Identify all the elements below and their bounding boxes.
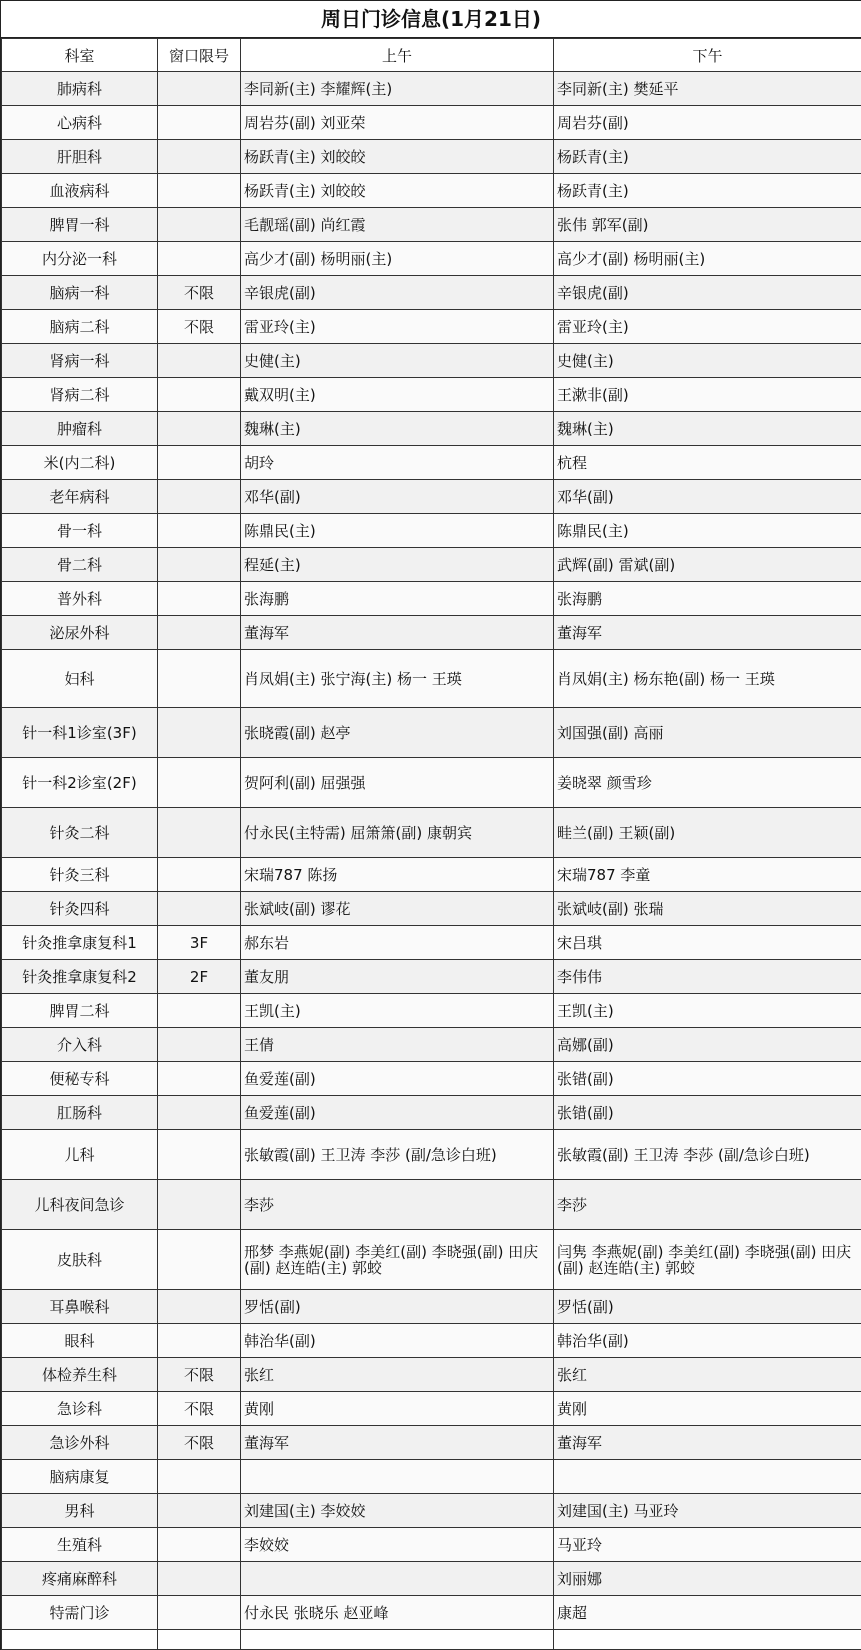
afternoon-cell: 李伟伟 bbox=[554, 960, 861, 994]
afternoon-cell: 辛银虎(副) bbox=[554, 276, 861, 310]
window-limit-cell bbox=[158, 582, 241, 616]
morning-cell: 董友朋 bbox=[241, 960, 554, 994]
window-limit-cell: 2F bbox=[158, 960, 241, 994]
dept-cell: 普外科 bbox=[2, 582, 158, 616]
dept-cell: 脑病二科 bbox=[2, 310, 158, 344]
table-row bbox=[2, 1528, 861, 1562]
header-morning: 上午 bbox=[241, 39, 554, 72]
table-row bbox=[2, 208, 861, 242]
dept-cell: 针灸三科 bbox=[2, 858, 158, 892]
morning-cell: 戴双明(主) bbox=[241, 378, 554, 412]
table-row bbox=[2, 994, 861, 1028]
window-limit-cell bbox=[158, 616, 241, 650]
table-row bbox=[2, 1460, 861, 1494]
table-row bbox=[2, 412, 861, 446]
morning-cell: 李同新(主) 李耀辉(主) bbox=[241, 72, 554, 106]
window-limit-cell: 不限 bbox=[158, 1426, 241, 1460]
window-limit-cell bbox=[158, 858, 241, 892]
empty-cell bbox=[158, 1630, 241, 1650]
dept-cell: 米(内二科) bbox=[2, 446, 158, 480]
afternoon-cell: 张斌岐(副) 张瑞 bbox=[554, 892, 861, 926]
table-row bbox=[2, 1096, 861, 1130]
empty-cell bbox=[554, 1630, 861, 1650]
morning-cell: 雷亚玲(主) bbox=[241, 310, 554, 344]
window-limit-cell: 不限 bbox=[158, 310, 241, 344]
table-row bbox=[2, 650, 861, 708]
afternoon-cell: 陈鼎民(主) bbox=[554, 514, 861, 548]
afternoon-cell: 张错(副) bbox=[554, 1096, 861, 1130]
afternoon-cell: 魏琳(主) bbox=[554, 412, 861, 446]
header-window-limit: 窗口限号 bbox=[158, 39, 241, 72]
morning-cell: 李莎 bbox=[241, 1180, 554, 1230]
afternoon-cell: 李同新(主) 樊延平 bbox=[554, 72, 861, 106]
morning-cell: 张红 bbox=[241, 1358, 554, 1392]
afternoon-cell: 武辉(副) 雷斌(副) bbox=[554, 548, 861, 582]
afternoon-cell: 韩治华(副) bbox=[554, 1324, 861, 1358]
dept-cell: 男科 bbox=[2, 1494, 158, 1528]
window-limit-cell bbox=[158, 480, 241, 514]
table-row bbox=[2, 1130, 861, 1180]
afternoon-cell: 张海鹏 bbox=[554, 582, 861, 616]
morning-cell: 董海军 bbox=[241, 1426, 554, 1460]
afternoon-cell: 康超 bbox=[554, 1596, 861, 1630]
dept-cell: 儿科 bbox=[2, 1130, 158, 1180]
dept-cell: 针灸二科 bbox=[2, 808, 158, 858]
dept-cell: 疼痛麻醉科 bbox=[2, 1562, 158, 1596]
window-limit-cell: 不限 bbox=[158, 1358, 241, 1392]
window-limit-cell bbox=[158, 650, 241, 708]
morning-cell: 刘建国(主) 李姣姣 bbox=[241, 1494, 554, 1528]
morning-cell: 辛银虎(副) bbox=[241, 276, 554, 310]
window-limit-cell bbox=[158, 708, 241, 758]
table-row bbox=[2, 514, 861, 548]
dept-cell: 针灸推拿康复科2 bbox=[2, 960, 158, 994]
window-limit-cell bbox=[158, 758, 241, 808]
afternoon-cell: 雷亚玲(主) bbox=[554, 310, 861, 344]
table-row bbox=[2, 140, 861, 174]
morning-cell: 付永民 张晓乐 赵亚峰 bbox=[241, 1596, 554, 1630]
window-limit-cell bbox=[158, 1062, 241, 1096]
dept-cell: 脑病一科 bbox=[2, 276, 158, 310]
dept-cell: 妇科 bbox=[2, 650, 158, 708]
window-limit-cell bbox=[158, 892, 241, 926]
table-row bbox=[2, 926, 861, 960]
dept-cell: 眼科 bbox=[2, 1324, 158, 1358]
afternoon-cell: 高娜(副) bbox=[554, 1028, 861, 1062]
dept-cell: 肾病二科 bbox=[2, 378, 158, 412]
morning-cell: 王凯(主) bbox=[241, 994, 554, 1028]
dept-cell: 针一科1诊室(3F) bbox=[2, 708, 158, 758]
table-row bbox=[2, 446, 861, 480]
afternoon-cell: 刘丽娜 bbox=[554, 1562, 861, 1596]
morning-cell: 高少才(副) 杨明丽(主) bbox=[241, 242, 554, 276]
dept-cell: 便秘专科 bbox=[2, 1062, 158, 1096]
morning-cell: 肖凤娟(主) 张宁海(主) 杨一 王瑛 bbox=[241, 650, 554, 708]
table-row bbox=[2, 1180, 861, 1230]
morning-cell: 程延(主) bbox=[241, 548, 554, 582]
window-limit-cell: 不限 bbox=[158, 276, 241, 310]
window-limit-cell bbox=[158, 1324, 241, 1358]
morning-cell: 史健(主) bbox=[241, 344, 554, 378]
window-limit-cell bbox=[158, 994, 241, 1028]
window-limit-cell bbox=[158, 1460, 241, 1494]
window-limit-cell bbox=[158, 140, 241, 174]
morning-cell: 张斌岐(副) 谬花 bbox=[241, 892, 554, 926]
morning-cell: 王倩 bbox=[241, 1028, 554, 1062]
window-limit-cell bbox=[158, 72, 241, 106]
table-row bbox=[2, 1290, 861, 1324]
table-row bbox=[2, 174, 861, 208]
table-row bbox=[2, 616, 861, 650]
window-limit-cell bbox=[158, 1180, 241, 1230]
table-row bbox=[2, 808, 861, 858]
afternoon-cell: 董海军 bbox=[554, 1426, 861, 1460]
table-row bbox=[2, 1392, 861, 1426]
morning-cell: 胡玲 bbox=[241, 446, 554, 480]
header-dept: 科室 bbox=[2, 39, 158, 72]
dept-cell: 脾胃二科 bbox=[2, 994, 158, 1028]
window-limit-cell bbox=[158, 1528, 241, 1562]
table-row bbox=[2, 1494, 861, 1528]
morning-cell bbox=[241, 1460, 554, 1494]
dept-cell: 肿瘤科 bbox=[2, 412, 158, 446]
window-limit-cell bbox=[158, 208, 241, 242]
window-limit-cell bbox=[158, 412, 241, 446]
afternoon-cell: 董海军 bbox=[554, 616, 861, 650]
table-row bbox=[2, 72, 861, 106]
window-limit-cell bbox=[158, 1130, 241, 1180]
afternoon-cell: 宋瑞787 李童 bbox=[554, 858, 861, 892]
afternoon-cell: 周岩芬(副) bbox=[554, 106, 861, 140]
dept-cell: 肝胆科 bbox=[2, 140, 158, 174]
window-limit-cell: 不限 bbox=[158, 1392, 241, 1426]
morning-cell: 张敏霞(副) 王卫涛 李莎 (副/急诊白班) bbox=[241, 1130, 554, 1180]
window-limit-cell bbox=[158, 1596, 241, 1630]
table-row bbox=[2, 344, 861, 378]
table-row bbox=[2, 378, 861, 412]
morning-cell: 罗恬(副) bbox=[241, 1290, 554, 1324]
dept-cell: 脾胃一科 bbox=[2, 208, 158, 242]
table-row bbox=[2, 892, 861, 926]
dept-cell: 针灸推拿康复科1 bbox=[2, 926, 158, 960]
window-limit-cell bbox=[158, 446, 241, 480]
morning-cell: 陈鼎民(主) bbox=[241, 514, 554, 548]
table-row bbox=[2, 1358, 861, 1392]
window-limit-cell bbox=[158, 1096, 241, 1130]
empty-row bbox=[2, 1630, 861, 1650]
morning-cell: 董海军 bbox=[241, 616, 554, 650]
dept-cell: 心病科 bbox=[2, 106, 158, 140]
afternoon-cell: 黄刚 bbox=[554, 1392, 861, 1426]
table-row bbox=[2, 1062, 861, 1096]
dept-cell: 内分泌一科 bbox=[2, 242, 158, 276]
morning-cell: 杨跃青(主) 刘皎皎 bbox=[241, 140, 554, 174]
afternoon-cell: 张伟 郭军(副) bbox=[554, 208, 861, 242]
morning-cell: 贺阿利(副) 屈强强 bbox=[241, 758, 554, 808]
window-limit-cell bbox=[158, 106, 241, 140]
dept-cell: 脑病康复 bbox=[2, 1460, 158, 1494]
afternoon-cell: 马亚玲 bbox=[554, 1528, 861, 1562]
morning-cell: 魏琳(主) bbox=[241, 412, 554, 446]
morning-cell: 李姣姣 bbox=[241, 1528, 554, 1562]
table-row bbox=[2, 1028, 861, 1062]
dept-cell: 特需门诊 bbox=[2, 1596, 158, 1630]
afternoon-cell: 张错(副) bbox=[554, 1062, 861, 1096]
morning-cell: 张晓霞(副) 赵亭 bbox=[241, 708, 554, 758]
morning-cell: 鱼爱莲(副) bbox=[241, 1096, 554, 1130]
window-limit-cell bbox=[158, 378, 241, 412]
afternoon-cell: 畦兰(副) 王颖(副) bbox=[554, 808, 861, 858]
table-row bbox=[2, 960, 861, 994]
afternoon-cell: 闫隽 李燕妮(副) 李美红(副) 李晓强(副) 田庆(副) 赵连皓(主) 郭蛟 bbox=[554, 1230, 861, 1290]
dept-cell: 肺病科 bbox=[2, 72, 158, 106]
window-limit-cell bbox=[158, 808, 241, 858]
morning-cell: 邢梦 李燕妮(副) 李美红(副) 李晓强(副) 田庆(副) 赵连皓(主) 郭蛟 bbox=[241, 1230, 554, 1290]
morning-cell: 邓华(副) bbox=[241, 480, 554, 514]
morning-cell: 黄刚 bbox=[241, 1392, 554, 1426]
table-row bbox=[2, 310, 861, 344]
table-row bbox=[2, 1324, 861, 1358]
dept-cell: 肛肠科 bbox=[2, 1096, 158, 1130]
empty-cell bbox=[2, 1630, 158, 1650]
morning-cell: 毛靓瑶(副) 尚红霞 bbox=[241, 208, 554, 242]
dept-cell: 儿科夜间急诊 bbox=[2, 1180, 158, 1230]
afternoon-cell: 刘建国(主) 马亚玲 bbox=[554, 1494, 861, 1528]
afternoon-cell: 李莎 bbox=[554, 1180, 861, 1230]
morning-cell: 付永民(主特需) 屈箫箫(副) 康朝宾 bbox=[241, 808, 554, 858]
morning-cell: 周岩芬(副) 刘亚荣 bbox=[241, 106, 554, 140]
morning-cell: 郝东岩 bbox=[241, 926, 554, 960]
window-limit-cell bbox=[158, 514, 241, 548]
dept-cell: 针一科2诊室(2F) bbox=[2, 758, 158, 808]
afternoon-cell: 肖凤娟(主) 杨东艳(副) 杨一 王瑛 bbox=[554, 650, 861, 708]
header-afternoon: 下午 bbox=[554, 39, 861, 72]
dept-cell: 骨一科 bbox=[2, 514, 158, 548]
table-row bbox=[2, 242, 861, 276]
header-row bbox=[2, 39, 861, 72]
afternoon-cell: 刘国强(副) 高丽 bbox=[554, 708, 861, 758]
window-limit-cell bbox=[158, 242, 241, 276]
empty-cell bbox=[241, 1630, 554, 1650]
afternoon-cell: 杨跃青(主) bbox=[554, 140, 861, 174]
table-row bbox=[2, 758, 861, 808]
afternoon-cell: 宋吕琪 bbox=[554, 926, 861, 960]
dept-cell: 骨二科 bbox=[2, 548, 158, 582]
afternoon-cell: 张敏霞(副) 王卫涛 李莎 (副/急诊白班) bbox=[554, 1130, 861, 1180]
afternoon-cell bbox=[554, 1460, 861, 1494]
afternoon-cell: 高少才(副) 杨明丽(主) bbox=[554, 242, 861, 276]
window-limit-cell bbox=[158, 1028, 241, 1062]
morning-cell: 杨跃青(主) 刘皎皎 bbox=[241, 174, 554, 208]
window-limit-cell bbox=[158, 344, 241, 378]
dept-cell: 急诊外科 bbox=[2, 1426, 158, 1460]
dept-cell: 血液病科 bbox=[2, 174, 158, 208]
morning-cell: 张海鹏 bbox=[241, 582, 554, 616]
dept-cell: 针灸四科 bbox=[2, 892, 158, 926]
table-row bbox=[2, 480, 861, 514]
dept-cell: 体检养生科 bbox=[2, 1358, 158, 1392]
window-limit-cell bbox=[158, 1562, 241, 1596]
table-row bbox=[2, 1596, 861, 1630]
afternoon-cell: 杨跃青(主) bbox=[554, 174, 861, 208]
dept-cell: 介入科 bbox=[2, 1028, 158, 1062]
window-limit-cell: 3F bbox=[158, 926, 241, 960]
morning-cell: 韩治华(副) bbox=[241, 1324, 554, 1358]
morning-cell: 宋瑞787 陈扬 bbox=[241, 858, 554, 892]
table-row bbox=[2, 1426, 861, 1460]
window-limit-cell bbox=[158, 174, 241, 208]
afternoon-cell: 史健(主) bbox=[554, 344, 861, 378]
dept-cell: 肾病一科 bbox=[2, 344, 158, 378]
table-row bbox=[2, 106, 861, 140]
afternoon-cell: 张红 bbox=[554, 1358, 861, 1392]
schedule-table bbox=[1, 38, 861, 1650]
morning-cell: 鱼爱莲(副) bbox=[241, 1062, 554, 1096]
dept-cell: 急诊科 bbox=[2, 1392, 158, 1426]
window-limit-cell bbox=[158, 548, 241, 582]
table-row bbox=[2, 582, 861, 616]
window-limit-cell bbox=[158, 1290, 241, 1324]
afternoon-cell: 姜晓翠 颜雪珍 bbox=[554, 758, 861, 808]
table-row bbox=[2, 708, 861, 758]
morning-cell bbox=[241, 1562, 554, 1596]
afternoon-cell: 王漱非(副) bbox=[554, 378, 861, 412]
table-row bbox=[2, 1562, 861, 1596]
dept-cell: 生殖科 bbox=[2, 1528, 158, 1562]
afternoon-cell: 邓华(副) bbox=[554, 480, 861, 514]
window-limit-cell bbox=[158, 1230, 241, 1290]
afternoon-cell: 罗恬(副) bbox=[554, 1290, 861, 1324]
afternoon-cell: 杭程 bbox=[554, 446, 861, 480]
table-row bbox=[2, 548, 861, 582]
dept-cell: 泌尿外科 bbox=[2, 616, 158, 650]
table-row bbox=[2, 1230, 861, 1290]
page-title: 周日门诊信息(1月21日) bbox=[1, 0, 861, 38]
table-row bbox=[2, 858, 861, 892]
dept-cell: 老年病科 bbox=[2, 480, 158, 514]
afternoon-cell: 王凯(主) bbox=[554, 994, 861, 1028]
dept-cell: 耳鼻喉科 bbox=[2, 1290, 158, 1324]
table-row bbox=[2, 276, 861, 310]
dept-cell: 皮肤科 bbox=[2, 1230, 158, 1290]
window-limit-cell bbox=[158, 1494, 241, 1528]
